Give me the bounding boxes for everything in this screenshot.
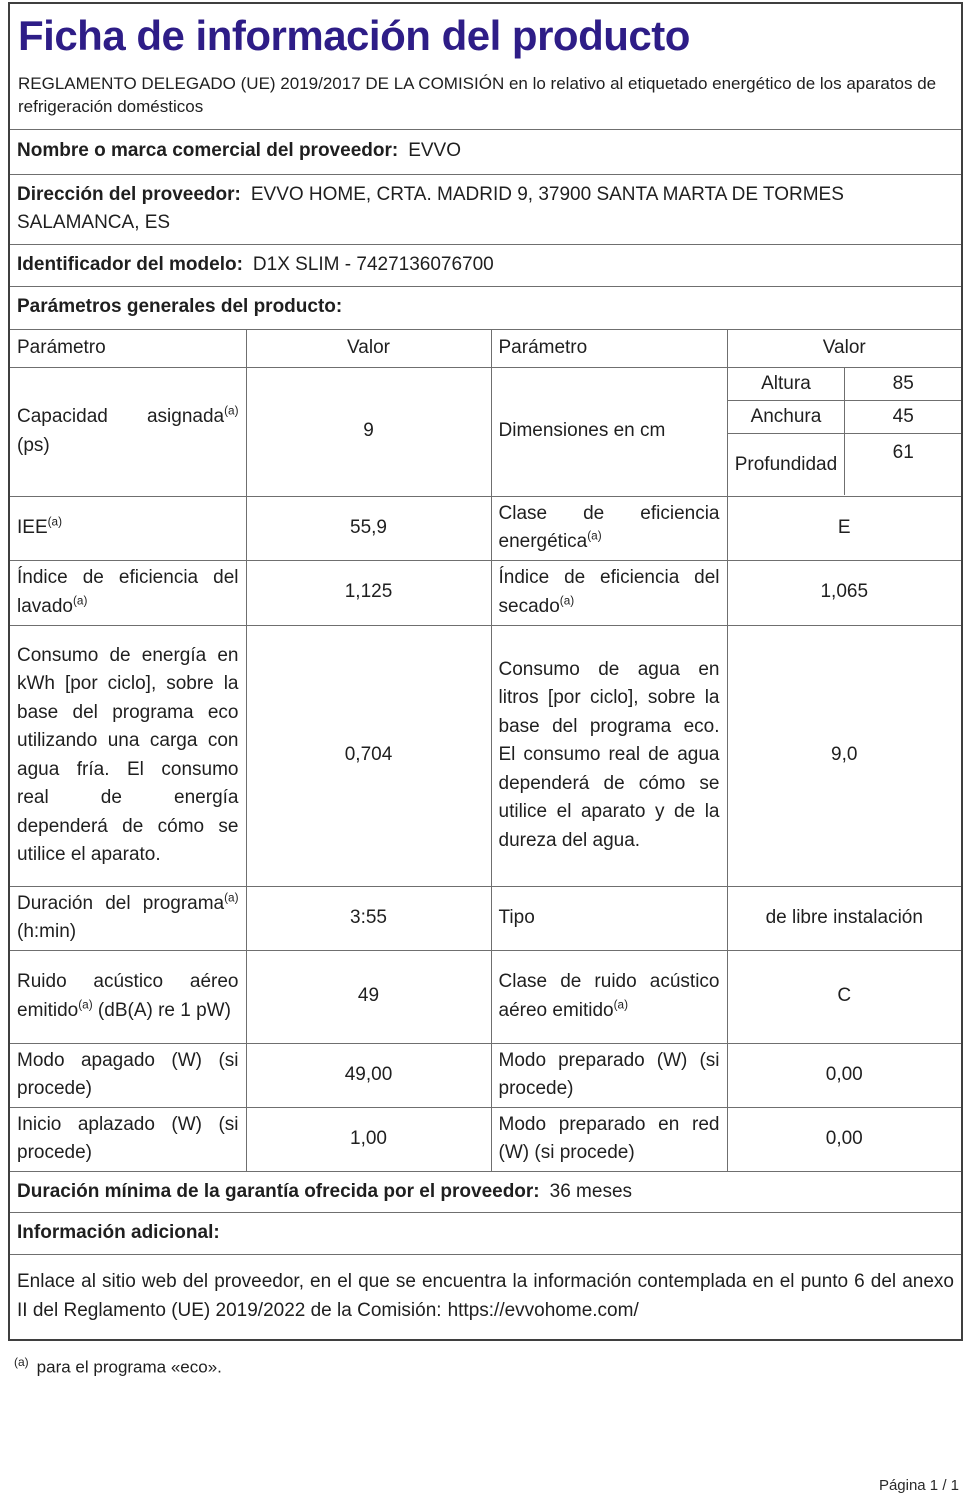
footnote-text: para el programa «eco». bbox=[36, 1357, 222, 1377]
supplier-address-value: EVVO HOME, CRTA. MADRID 9, 37900 SANTA MARTA DE TORMES SALAMANCA, ES bbox=[17, 183, 844, 233]
param-label-suffix: (ps) bbox=[17, 434, 50, 456]
param-value: 1,125 bbox=[344, 581, 393, 603]
param-label-cell bbox=[9, 560, 246, 625]
dimension-row bbox=[728, 401, 962, 434]
param-row-iee bbox=[9, 496, 962, 560]
page-indicator: Página 1 / 1 bbox=[878, 1477, 959, 1494]
footnote-marker: (a) bbox=[14, 1354, 29, 1369]
param-label: Consumo de energía en kWh [por ciclo], sobre la base del programa eco utilizando una carga con agua fría. El consumo real de energía dependerá de cómo se utilice el aparato. bbox=[17, 644, 239, 865]
param-label-cell bbox=[491, 1107, 727, 1171]
param-value-cell bbox=[246, 367, 491, 496]
param-value-cell bbox=[246, 950, 491, 1043]
model-id-value: D1X SLIM - 7427136076700 bbox=[252, 253, 494, 275]
param-label-cell bbox=[491, 950, 727, 1043]
col-header-valor-1: Valor bbox=[246, 329, 491, 367]
param-label: Consumo de agua en litros [por ciclo], sobre la base del programa eco. El consumo real de agua dependerá de cómo se utilice el aparato y de la dureza del agua. bbox=[498, 658, 720, 851]
param-label: Duración del programa bbox=[17, 892, 225, 914]
footnote-ref: (a) bbox=[78, 998, 93, 1012]
warranty-label: Duración mínima de la garantía ofrecida por el proveedor: bbox=[17, 1180, 540, 1202]
param-label: Clase de ruido acústico aéreo emitido bbox=[498, 971, 720, 1021]
param-row-efficiency-index bbox=[9, 560, 962, 625]
param-label-cell bbox=[491, 496, 727, 560]
param-value: 49,00 bbox=[344, 1063, 393, 1085]
param-label-cell bbox=[491, 886, 727, 950]
param-value: 0,00 bbox=[825, 1063, 863, 1085]
additional-info-heading: Información adicional: bbox=[17, 1222, 220, 1244]
warranty-cell bbox=[9, 1171, 962, 1213]
supplier-name-cell bbox=[9, 129, 962, 174]
param-value: 1,065 bbox=[820, 581, 869, 603]
param-label: IEE bbox=[17, 516, 48, 538]
param-label: Clase de eficiencia energética bbox=[498, 502, 720, 552]
footnote-ref: (a) bbox=[559, 594, 575, 608]
footnote-ref: (a) bbox=[224, 891, 239, 905]
param-label: Inicio aplazado (W) (si procede) bbox=[17, 1113, 239, 1163]
dimension-value: 45 bbox=[892, 405, 914, 427]
param-row-off-standby bbox=[9, 1043, 962, 1107]
param-value-cell bbox=[246, 496, 491, 560]
col-header-parametro-2: Parámetro bbox=[491, 329, 727, 367]
param-label: Índice de eficiencia del secado bbox=[498, 567, 720, 617]
dimension-row bbox=[728, 434, 962, 495]
param-label: Modo preparado en red (W) (si procede) bbox=[498, 1113, 720, 1163]
warranty-row bbox=[9, 1171, 962, 1213]
supplier-address-cell bbox=[9, 174, 962, 244]
col-header-valor-2: Valor bbox=[727, 329, 962, 367]
param-label-cell bbox=[9, 1107, 246, 1171]
param-value: 0,704 bbox=[344, 744, 393, 766]
supplier-name-value: EVVO bbox=[408, 140, 461, 162]
warranty-value: 36 meses bbox=[549, 1180, 633, 1202]
param-value: 3:55 bbox=[350, 906, 387, 928]
footnote-ref: (a) bbox=[224, 404, 239, 418]
param-label-cell bbox=[491, 1043, 727, 1107]
param-value: 9,0 bbox=[831, 744, 858, 766]
param-label-cell bbox=[9, 950, 246, 1043]
general-params-cell bbox=[9, 286, 962, 329]
param-value-cell bbox=[727, 1107, 962, 1171]
title-cell bbox=[9, 3, 962, 129]
website-url: https://evvohome.com/ bbox=[447, 1299, 639, 1321]
param-label-cell bbox=[9, 625, 246, 886]
param-row-capacity bbox=[9, 367, 962, 496]
footnote-ref: (a) bbox=[587, 529, 602, 543]
regulation-text: REGLAMENTO DELEGADO (UE) 2019/2017 DE LA COMISIÓN en lo relativo al etiquetado energético de los aparatos de refrigeración domésticos bbox=[18, 74, 937, 117]
param-value: 9 bbox=[363, 420, 374, 442]
model-id-cell bbox=[9, 244, 962, 286]
param-label-cell bbox=[491, 625, 727, 886]
param-value-cell bbox=[246, 560, 491, 625]
title-row bbox=[9, 3, 962, 129]
param-label-cell bbox=[491, 367, 727, 496]
param-value: E bbox=[837, 516, 851, 538]
param-label-cell bbox=[491, 560, 727, 625]
dimension-name: Anchura bbox=[728, 401, 846, 433]
param-label-cell bbox=[9, 496, 246, 560]
dimension-value: 61 bbox=[892, 442, 914, 463]
model-id-row bbox=[9, 244, 962, 286]
param-label-cell bbox=[9, 886, 246, 950]
param-label-suffix: (h:min) bbox=[17, 921, 77, 942]
param-row-consumption bbox=[9, 625, 962, 886]
website-row bbox=[9, 1255, 962, 1340]
param-value-cell bbox=[246, 1107, 491, 1171]
param-row-delay-network bbox=[9, 1107, 962, 1171]
col-header-parametro-1: Parámetro bbox=[9, 329, 246, 367]
param-label: Modo preparado (W) (si procede) bbox=[498, 1049, 720, 1099]
param-row-noise bbox=[9, 950, 962, 1043]
additional-info-cell bbox=[9, 1213, 962, 1255]
dimensions-cell bbox=[727, 367, 962, 496]
param-value-cell bbox=[727, 1043, 962, 1107]
dimension-name: Altura bbox=[728, 368, 846, 400]
param-label-suffix: (dB(A) re 1 pW) bbox=[92, 999, 231, 1021]
dimensions-subtable bbox=[728, 368, 962, 495]
footnote-ref: (a) bbox=[47, 515, 63, 529]
param-value-cell bbox=[727, 625, 962, 886]
param-value-cell bbox=[246, 886, 491, 950]
param-value-cell bbox=[727, 496, 962, 560]
param-value: 55,9 bbox=[350, 516, 387, 538]
param-value-cell bbox=[727, 560, 962, 625]
dimension-name: Profundidad bbox=[728, 434, 846, 495]
param-value-cell bbox=[727, 950, 962, 1043]
website-note: Enlace al sitio web del proveedor, en el que se encuentra la información contemplada en el punto 6 del anexo II del Reglamento (UE) 2019/2022 de la Comisión: bbox=[17, 1271, 954, 1321]
param-value-cell bbox=[727, 886, 962, 950]
table-header-row bbox=[9, 329, 962, 367]
param-value: 0,00 bbox=[825, 1127, 863, 1149]
general-params-row bbox=[9, 286, 962, 329]
param-label-cell bbox=[9, 367, 246, 496]
param-value-cell bbox=[246, 1043, 491, 1107]
param-label: Modo apagado (W) (si procede) bbox=[17, 1049, 239, 1099]
param-value: de libre instalación bbox=[765, 906, 923, 928]
dimension-value: 85 bbox=[892, 372, 914, 394]
param-label: Capacidad asignada bbox=[17, 406, 225, 427]
supplier-name-label: Nombre o marca comercial del proveedor: bbox=[17, 140, 399, 162]
general-params-heading: Parámetros generales del producto: bbox=[17, 296, 343, 318]
dimension-row bbox=[728, 368, 962, 401]
supplier-address-row bbox=[9, 174, 962, 244]
additional-info-row bbox=[9, 1213, 962, 1255]
param-value: 1,00 bbox=[350, 1127, 387, 1149]
model-id-label: Identificador del modelo: bbox=[17, 253, 243, 275]
footnote bbox=[14, 1355, 969, 1378]
param-label: Tipo bbox=[498, 906, 535, 928]
supplier-name-row bbox=[9, 129, 962, 174]
website-cell bbox=[9, 1255, 962, 1340]
param-label-cell bbox=[9, 1043, 246, 1107]
footnote-ref: (a) bbox=[73, 594, 88, 608]
param-value: C bbox=[837, 985, 852, 1007]
page-title: Ficha de información del producto bbox=[18, 12, 690, 59]
param-row-duration-type bbox=[9, 886, 962, 950]
param-label: Dimensiones en cm bbox=[498, 420, 666, 442]
footnote-ref: (a) bbox=[613, 998, 629, 1012]
param-label: Índice de eficiencia del lavado bbox=[17, 567, 239, 617]
param-value: 49 bbox=[357, 985, 380, 1007]
product-fiche-table bbox=[8, 2, 963, 1341]
param-label: Ruido acústico aéreo emitido bbox=[17, 971, 239, 1021]
param-value-cell bbox=[246, 625, 491, 886]
supplier-address-label: Dirección del proveedor: bbox=[17, 183, 241, 205]
